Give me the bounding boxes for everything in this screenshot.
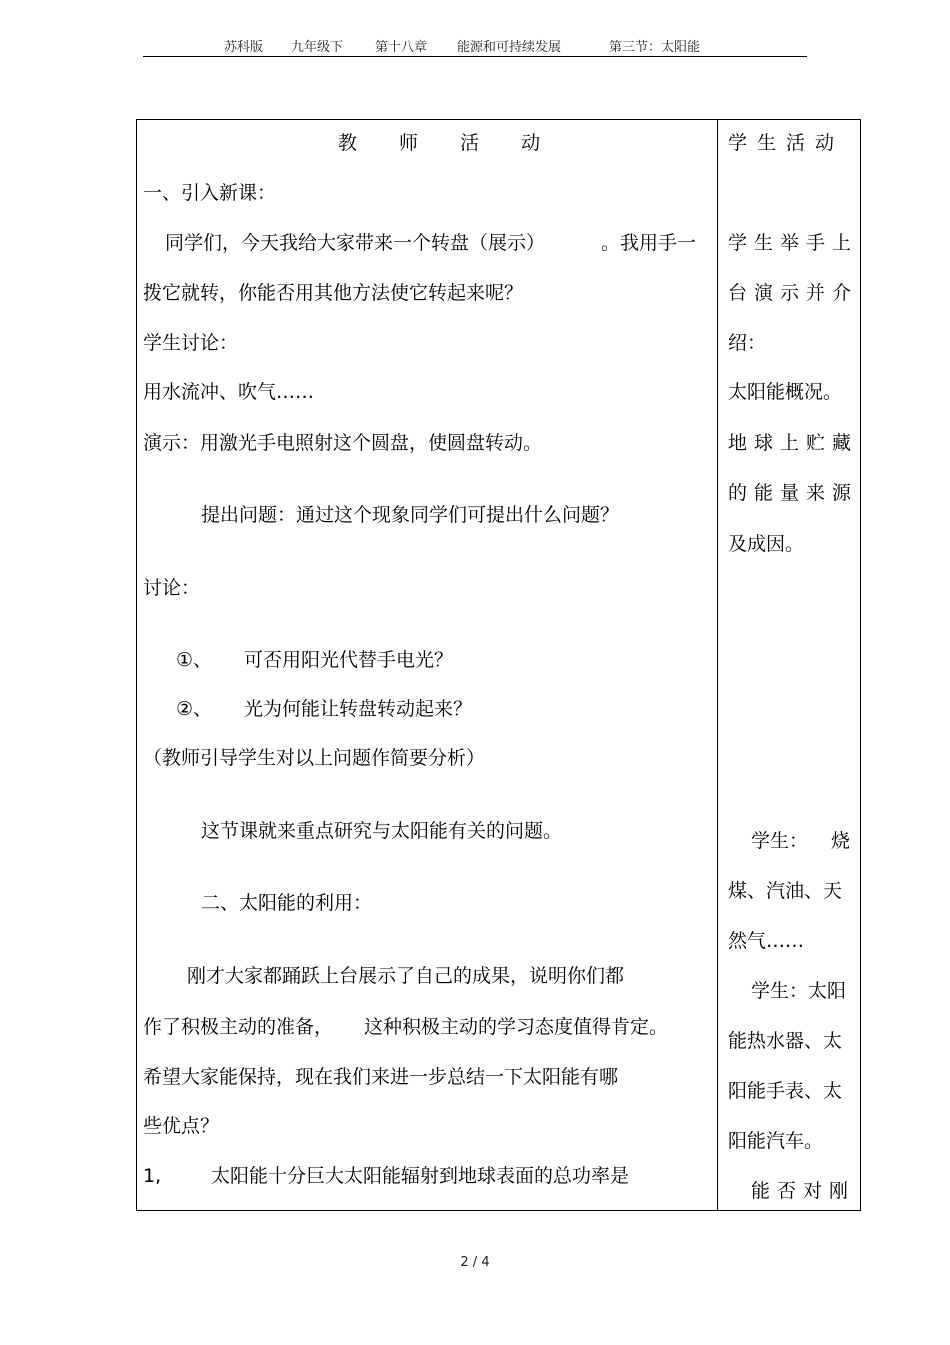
teacher-line: 希望大家能保持，现在我们来进一步总结一下太阳能有哪 bbox=[143, 1066, 619, 1088]
student-line: 能否对刚 bbox=[751, 1180, 856, 1202]
student-column-heading: 学生活动 bbox=[728, 132, 845, 154]
question-marker: ②、 bbox=[176, 698, 213, 720]
teacher-line: 拨它就转，你能否用其他方法使它转起来呢？ bbox=[143, 282, 524, 304]
teacher-line: 同学们，今天我给大家带来一个转盘（展示） bbox=[165, 232, 546, 254]
running-header bbox=[143, 36, 807, 56]
page-number: 2 / 4 bbox=[460, 1255, 490, 1270]
student-line: 及成因。 bbox=[728, 533, 805, 555]
student-line: 的能量来源 bbox=[728, 482, 859, 504]
teacher-line: 这种积极主动的学习态度值得肯定。 bbox=[364, 1016, 669, 1038]
student-line: 太阳能概况。 bbox=[728, 381, 843, 403]
teacher-line: 演示：用激光手电照射这个圆盘，使圆盘转动。 bbox=[143, 432, 543, 454]
teacher-line: 提出问题：通过这个现象同学们可提出什么问题？ bbox=[201, 504, 620, 526]
student-line: 地球上贮藏 bbox=[728, 432, 859, 454]
teacher-line: 光为何能让转盘转动起来？ bbox=[244, 698, 473, 720]
item-number: 1, bbox=[143, 1165, 162, 1187]
student-line: 台演示并介 bbox=[728, 282, 859, 304]
header-grade: 九年级下 bbox=[291, 40, 344, 55]
student-line: 阳能手表、太 bbox=[728, 1080, 843, 1102]
teacher-line: 作了积极主动的准备， bbox=[143, 1016, 334, 1038]
teacher-line: （教师引导学生对以上问题作简要分析） bbox=[143, 747, 486, 769]
student-line: 煤、汽油、天 bbox=[728, 880, 843, 902]
header-chapter-title: 能源和可持续发展 bbox=[457, 40, 562, 55]
student-line: 学生： bbox=[751, 830, 809, 852]
teacher-column-heading: 教 师 活 动 bbox=[338, 132, 559, 154]
student-line: 阳能汽车。 bbox=[728, 1130, 824, 1152]
student-line: 绍： bbox=[728, 332, 767, 354]
teacher-line: 。我用手一 bbox=[601, 232, 697, 254]
student-line: 然气…… bbox=[728, 930, 805, 952]
teacher-line: 这节课就来重点研究与太阳能有关的问题。 bbox=[201, 820, 563, 842]
section-usage-heading: 二、太阳能的利用： bbox=[201, 892, 373, 914]
student-line: 能热水器、太 bbox=[728, 1030, 843, 1052]
header-section: 第三节：太阳能 bbox=[609, 40, 701, 55]
section-intro-heading: 一、引入新课： bbox=[143, 182, 277, 204]
header-edition: 苏科版 bbox=[224, 40, 264, 55]
teacher-line: 学生讨论： bbox=[143, 332, 239, 354]
teacher-line: 可否用阳光代替手电光？ bbox=[244, 649, 454, 671]
teacher-line: 刚才大家都踊跃上台展示了自己的成果，说明你们都 bbox=[187, 965, 625, 987]
column-divider bbox=[717, 119, 718, 1211]
teacher-line: 些优点？ bbox=[143, 1115, 220, 1137]
teacher-line: 讨论： bbox=[143, 577, 201, 599]
header-rule bbox=[143, 56, 807, 57]
student-line: 烧 bbox=[831, 830, 851, 852]
teacher-line: 太阳能十分巨大太阳能辐射到地球表面的总功率是 bbox=[211, 1165, 630, 1187]
teacher-line: 用水流冲、吹气…… bbox=[143, 381, 315, 403]
header-chapter: 第十八章 bbox=[375, 40, 428, 55]
student-line: 学生举手上 bbox=[728, 232, 859, 254]
question-marker: ①、 bbox=[176, 649, 213, 671]
student-line: 学生：太阳 bbox=[751, 980, 847, 1002]
